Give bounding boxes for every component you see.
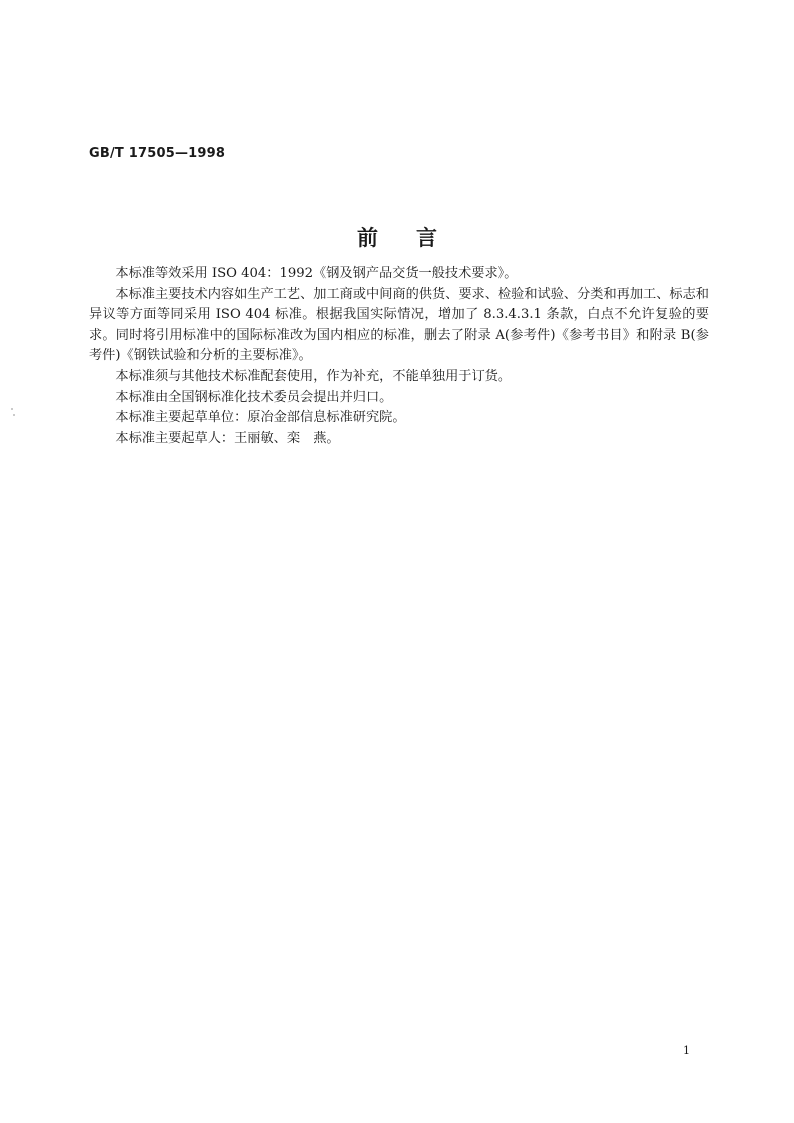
standard-number: GB/T 17505—1998 [89,146,226,161]
paragraph-adoption: 本标准等效采用 ISO 404：1992《钢及钢产品交货一般技术要求》。 [115,266,518,281]
scan-speck [13,414,15,416]
preface-body [89,264,709,449]
paragraph-drafters: 本标准主要起草人：王丽敏、栾 燕。 [115,430,340,446]
paragraph-proposer: 本标准由全国钢标准化技术委员会提出并归口。 [115,389,393,405]
paragraph-drafting-unit: 本标准主要起草单位：原冶金部信息标准研究院。 [115,410,406,426]
section-title: 前言 [357,226,475,250]
paragraph-usage: 本标准须与其他技术标准配套使用，作为补充，不能单独用于订货。 [115,368,512,384]
page-number: 1 [683,1044,690,1057]
paragraph-technical-content: 本标准主要技术内容如生产工艺、加工商或中间商的供货、要求、检验和试验、分类和再加工、标志和异议等方面等同采用 ISO 404 标准。根据我国实际情况，增加了 8.3.4.3.1 条款，白点不允许复验的要求。同时将引用标准中的国际标准改为国内相应的标准，删去了附录 A(参考件)《参考书目》和附录 B(参考件)《钢铁试验和分析的主要标准》。 [89,286,709,364]
scan-speck [11,408,13,410]
